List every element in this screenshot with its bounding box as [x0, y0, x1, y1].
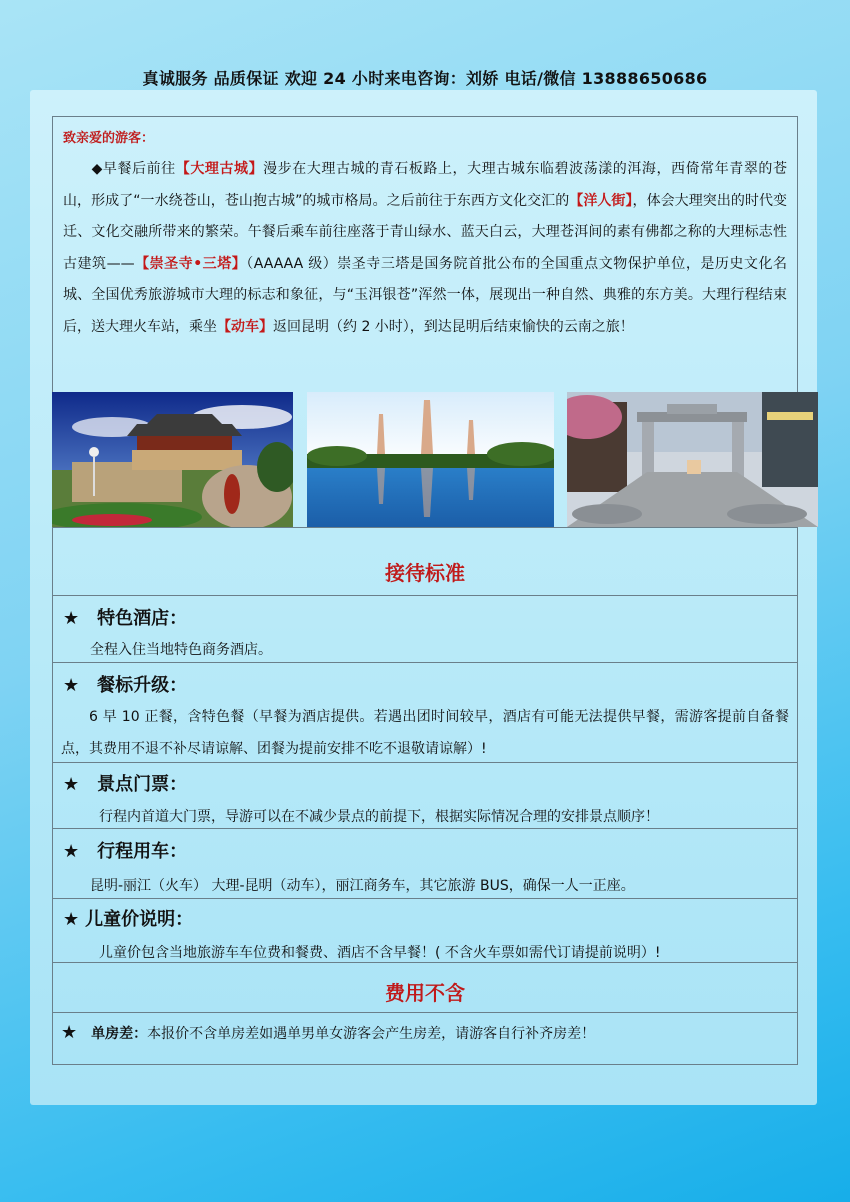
- highlight-bullet-train: 【动车】: [217, 318, 273, 335]
- star-icon: ★: [63, 841, 80, 862]
- star-icon: ★: [63, 608, 80, 629]
- dali-old-town-photo: [52, 392, 293, 527]
- item-body: 行程内首道大门票，导游可以在不减少景点的前提下，根据实际情况合理的安排景点顺序！: [99, 809, 659, 825]
- star-icon: ★: [63, 774, 80, 795]
- intro-section: [53, 117, 797, 389]
- foreigner-street-photo: [567, 392, 818, 527]
- star-icon: ★: [63, 675, 80, 696]
- item-body: 全程入住当地特色商务酒店。: [90, 642, 272, 658]
- item-body: 昆明-丽江（火车） 大理-昆明（动车），丽江商务车，其它旅游 BUS，确保一人一正座。: [90, 878, 635, 894]
- reception-item-hotel: [53, 595, 797, 662]
- three-pagodas-photo: [307, 392, 554, 527]
- contact-banner: 真诚服务 品质保证 欢迎 24 小时来电咨询：刘娇 电话/微信 13888650686: [142, 69, 708, 88]
- item-body: 6 早 10 正餐，含特色餐（早餐为酒店提供。若遇出团时间较早，酒店有可能无法提供早餐，需游客提前自备餐点，其费用不退不补尽请谅解、团餐为提前安排不吃不退敬请谅解）!: [61, 709, 789, 757]
- bullet-icon: ◆: [91, 161, 103, 177]
- itinerary-table: [52, 116, 798, 1065]
- item-title: 儿童价说明：: [85, 909, 194, 930]
- item-title: 景点门票：: [97, 774, 188, 795]
- excluded-heading: 费用不含: [385, 981, 465, 1005]
- item-title: 行程用车：: [97, 841, 188, 862]
- item-body: 本报价不含单房差如遇单男单女游客会产生房差，请游客自行补齐房差！: [147, 1026, 596, 1042]
- excluded-header: [53, 962, 797, 1012]
- reception-item-transport: [53, 828, 797, 898]
- highlight-foreigner-street: 【洋人街】: [569, 192, 633, 209]
- excluded-item-single-room: [53, 1012, 797, 1064]
- item-title: 特色酒店：: [97, 608, 188, 629]
- item-label: 单房差：: [91, 1026, 148, 1042]
- star-icon: ★: [63, 909, 80, 930]
- highlight-dali-old-town: 【大理古城】: [175, 161, 264, 177]
- photo-row: [52, 392, 818, 527]
- reception-item-meals: [53, 662, 797, 762]
- itinerary-paragraph: ◆早餐后前往【大理古城】漫步在大理古城的青石板路上，大理古城东临碧波荡漾的洱海，西倚常年青翠的苍山，形成了“一水绕苍山，苍山抱古城”的城市格局。之后前往于东西方文化交汇的【洋人街】，体会大理突出的时代变迁、文化交融所带来的繁荣。午餐后乘车前往座落于青山绿水、蓝天白云，大理苍洱间的素有佛都之称的大理标志性古建筑——【崇圣寺•三塔】（AAAAA 级）崇圣寺三塔是国务院首批公布的全国重点文物保护单位，是历史文化名城、全国优秀旅游城市大理的标志和象征，与“玉洱银苍”浑然一体，展现出一种自然、典雅的东方美。大理行程结束后，送大理火车站，乘坐【动车】返回昆明（约 2 小时），到达昆明后结束愉快的云南之旅！: [63, 161, 788, 335]
- reception-item-tickets: [53, 762, 797, 828]
- reception-header: [53, 527, 797, 595]
- star-icon: ★: [61, 1022, 78, 1043]
- item-title: 餐标升级：: [97, 675, 188, 696]
- reception-heading: 接待标准: [385, 561, 465, 585]
- item-body: 儿童价包含当地旅游车车位费和餐费、酒店不含早餐！( 不含火车票如需代订请提前说明）!: [99, 945, 661, 961]
- greeting: 致亲爱的游客：: [63, 131, 155, 146]
- reception-item-children: [53, 898, 797, 962]
- highlight-three-pagodas: 【崇圣寺•三塔】: [134, 255, 247, 272]
